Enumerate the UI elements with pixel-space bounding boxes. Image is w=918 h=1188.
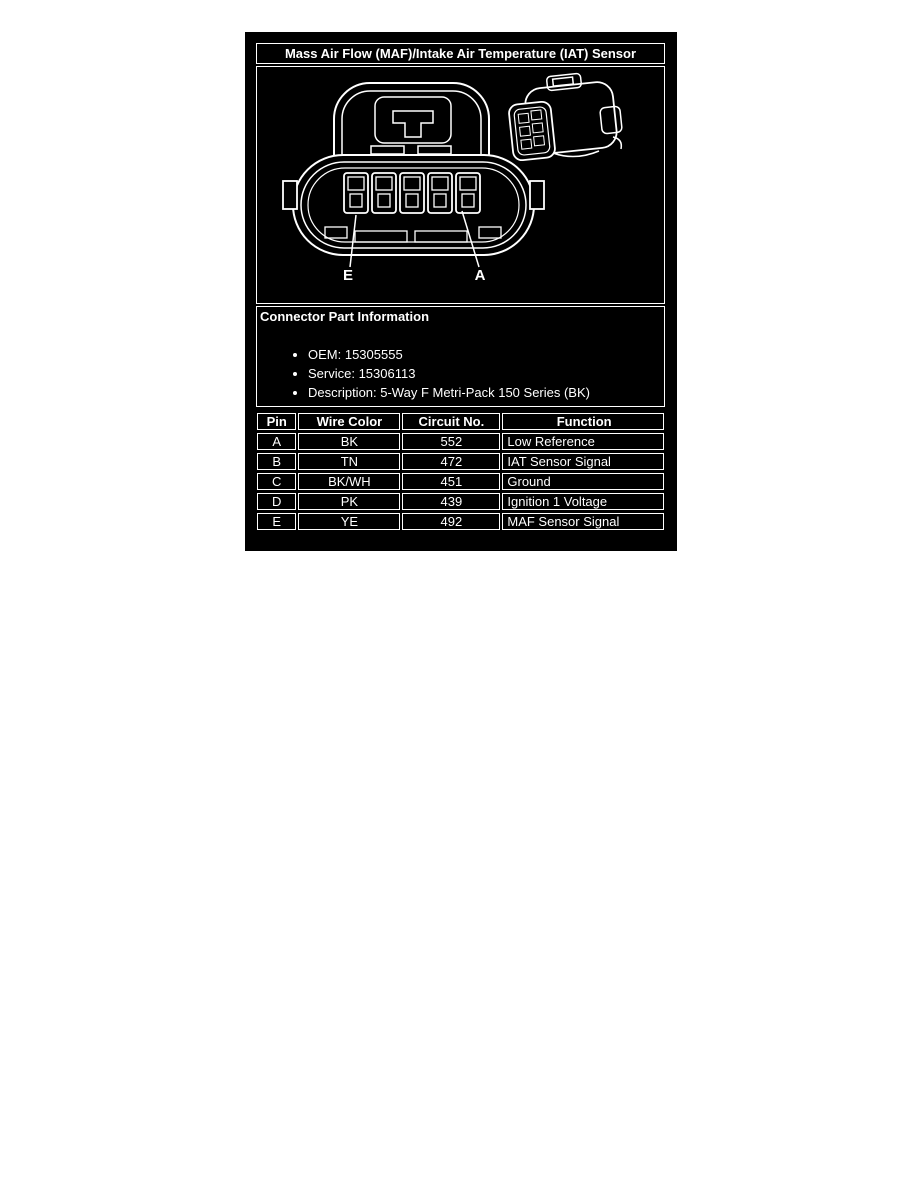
part-info-oem: • OEM: 15305555 xyxy=(308,345,661,364)
part-info-service: • Service: 15306113 xyxy=(308,364,661,383)
connector-part-info xyxy=(256,306,665,407)
pin-cell: E xyxy=(257,513,296,530)
pin-cell: C xyxy=(257,473,296,490)
circuit-no-cell: 472 xyxy=(402,453,500,470)
pin-table-header-row xyxy=(257,413,664,430)
connector-3d-view xyxy=(508,73,622,161)
pin-cell: D xyxy=(257,493,296,510)
pin-row-b xyxy=(257,453,664,470)
pin-cell: B xyxy=(257,453,296,470)
pin-label-e: E xyxy=(342,267,354,284)
function-cell: IAT Sensor Signal xyxy=(502,453,664,470)
wire-color-cell: YE xyxy=(298,513,400,530)
function-cell: MAF Sensor Signal xyxy=(502,513,664,530)
header-pin: Pin xyxy=(257,413,296,430)
circuit-no-cell: 552 xyxy=(402,433,500,450)
header-circuit-no: Circuit No. xyxy=(402,413,500,430)
function-cell: Ignition 1 Voltage xyxy=(502,493,664,510)
pin-row-c xyxy=(257,473,664,490)
wire-color-cell: PK xyxy=(298,493,400,510)
function-cell: Low Reference xyxy=(502,433,664,450)
part-info-description: • Description: 5-Way F Metri-Pack 150 Series (BK) xyxy=(308,383,661,402)
wire-color-cell: BK/WH xyxy=(298,473,400,490)
circuit-no-cell: 492 xyxy=(402,513,500,530)
part-info-list xyxy=(260,345,661,402)
wire-color-cell: BK xyxy=(298,433,400,450)
pin-label-a: A xyxy=(474,267,486,284)
pin-table xyxy=(255,410,666,533)
wire-color-cell: TN xyxy=(298,453,400,470)
function-cell: Ground xyxy=(502,473,664,490)
pin-row-d xyxy=(257,493,664,510)
header-function: Function xyxy=(502,413,664,430)
pin-row-a xyxy=(257,433,664,450)
circuit-no-cell: 451 xyxy=(402,473,500,490)
connector-diagram xyxy=(256,66,665,304)
panel-title: Mass Air Flow (MAF)/Intake Air Temperature (IAT) Sensor xyxy=(256,43,665,64)
pin-cell: A xyxy=(257,433,296,450)
header-wire-color: Wire Color xyxy=(298,413,400,430)
connector-line-art xyxy=(257,67,664,303)
pin-row-e xyxy=(257,513,664,530)
circuit-no-cell: 439 xyxy=(402,493,500,510)
connector-info-panel xyxy=(245,32,677,551)
part-info-header: Connector Part Information xyxy=(260,309,430,324)
